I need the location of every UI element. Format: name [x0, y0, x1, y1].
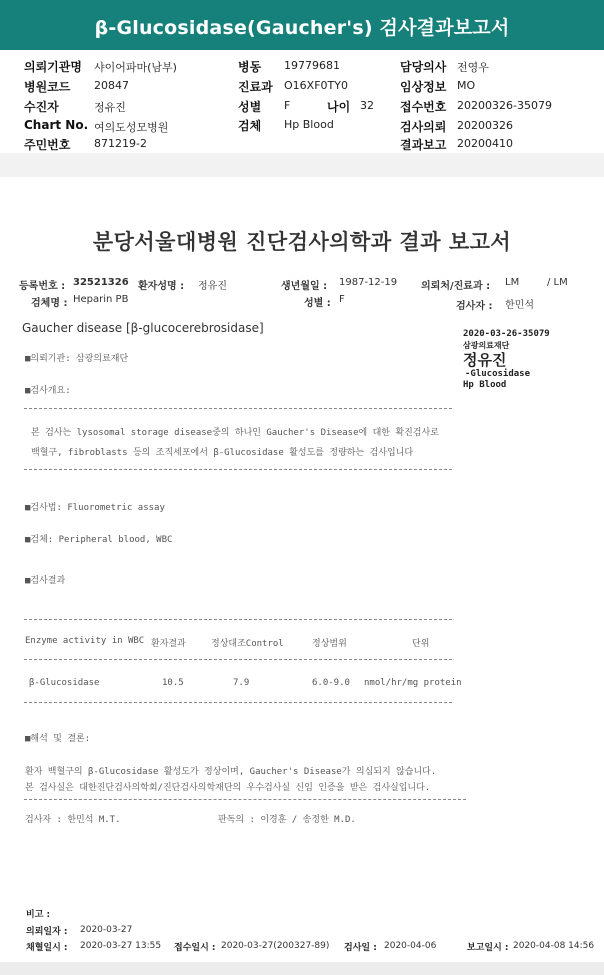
- specimen-name-value: Heparin PB: [73, 294, 129, 305]
- hdr-label-chart-no: Chart No.: [24, 118, 89, 132]
- table-header-patient: 환자결과: [151, 639, 186, 649]
- examiner-value: 한민석: [505, 300, 534, 311]
- stamp-line-5: Hp Blood: [463, 380, 507, 390]
- hdr-label-report-date: 결과보고: [400, 138, 447, 152]
- hdr-value-clinical-info: MO: [457, 79, 476, 92]
- reg-no-label: 등록번호 :: [19, 281, 66, 292]
- report-sex-value: F: [339, 294, 345, 305]
- hdr-label-sex: 성별: [238, 100, 262, 114]
- dept-label: 의뢰처/진료과 :: [421, 281, 491, 292]
- divider: [24, 469, 452, 470]
- draw-time-label: 채혈일시 :: [26, 943, 68, 953]
- table-cell-range: 6.0-9.0: [312, 678, 350, 688]
- receipt-time-value: 2020-03-27(200327-89): [221, 941, 330, 951]
- bottom-band: [0, 962, 604, 975]
- table-header-control: 정상대조Control: [211, 639, 284, 649]
- table-header-range: 정상범위: [312, 639, 347, 649]
- hdr-value-report-date: 20200410: [457, 137, 513, 150]
- page-title: β-Glucosidase(Gaucher's) 검사결과보고서: [94, 17, 510, 39]
- hdr-label-ward: 병동: [238, 60, 262, 74]
- hdr-label-doctor: 담당의사: [400, 60, 447, 74]
- hdr-label-age: 나이: [327, 100, 351, 114]
- interpretation-line-2: 본 검사실은 대한진단검사의학회/진단검사의학재단의 우수검사실 신임 인증을 받은 검사실입니다.: [25, 783, 431, 793]
- dob-label: 생년월일 :: [281, 281, 328, 292]
- table-header-unit: 단위: [412, 639, 430, 649]
- hdr-label-patient: 수진자: [24, 100, 59, 114]
- signer-examiner: 검사자 : 한민석 M.T.: [25, 815, 121, 825]
- receipt-time-label: 접수일시 :: [174, 943, 216, 953]
- report-time-value: 2020-04-08 14:56: [513, 941, 595, 951]
- table-cell-enzyme: β-Glucosidase: [29, 678, 100, 688]
- method-line: ■검사법: Fluorometric assay: [25, 503, 165, 513]
- hdr-label-department: 진료과: [238, 80, 273, 94]
- hdr-label-receipt-no: 접수번호: [400, 100, 447, 114]
- dept-value-2: / LM: [547, 277, 568, 288]
- draw-time-value: 2020-03-27 13:55: [80, 941, 162, 951]
- dept-value-1: LM: [505, 277, 520, 288]
- test-date-value: 2020-04-06: [384, 941, 437, 951]
- reg-no-value: 32521326: [73, 277, 129, 288]
- stamp-line-1: 2020-03-26-35079: [463, 329, 550, 339]
- hdr-value-sex: F: [284, 99, 291, 112]
- overview-line-2: 백혈구, fibroblasts 등의 조직세포에서 β-Glucosidase 활성도를 정량하는 검사입니다: [31, 448, 414, 458]
- result-heading: ■검사결과: [25, 576, 66, 586]
- hdr-value-doctor: 전영우: [457, 61, 489, 74]
- request-date-value: 2020-03-27: [80, 925, 133, 935]
- hdr-label-request-date: 검사의뢰: [400, 120, 447, 134]
- divider: [24, 702, 452, 703]
- patient-name-value: 정유진: [198, 281, 227, 292]
- hdr-value-chart-no: 여의도성모병원: [94, 121, 169, 134]
- hdr-value-hospital-code: 20847: [94, 79, 129, 92]
- table-cell-unit: nmol/hr/mg protein: [364, 678, 462, 688]
- patient-name-label: 환자성명 :: [138, 281, 185, 292]
- hdr-label-resident-no: 주민번호: [24, 138, 71, 152]
- signer-readers: 판독의 : 이경훈 / 송정한 M.D.: [218, 815, 356, 825]
- request-date-label: 의뢰일자 :: [26, 927, 68, 937]
- hdr-value-receipt-no: 20200326-35079: [457, 99, 552, 112]
- examiner-label: 검사자 :: [456, 301, 493, 312]
- test-name: Gaucher disease [β-glucocerebrosidase]: [22, 321, 264, 335]
- table-header-enzyme: Enzyme activity in WBC: [25, 636, 145, 646]
- hdr-value-age: 32: [360, 99, 374, 112]
- hdr-value-department: O16XF0TY0: [284, 79, 348, 92]
- interpretation-heading: ■해석 및 결론:: [25, 734, 91, 744]
- hdr-label-specimen: 검체: [238, 119, 262, 133]
- divider: [24, 408, 452, 409]
- divider: [24, 619, 452, 620]
- report-title: 분당서울대병원 진단검사의학과 결과 보고서: [92, 230, 512, 254]
- hdr-value-ward: 19779681: [284, 59, 340, 72]
- hdr-label-clinical-info: 임상정보: [400, 80, 447, 94]
- divider: [24, 799, 466, 800]
- table-cell-patient: 10.5: [162, 678, 184, 688]
- report-time-label: 보고일시 :: [467, 943, 509, 953]
- title-bar: [0, 0, 604, 50]
- test-date-label: 검사일 :: [344, 943, 377, 953]
- stamp-line-4: -Glucosidase: [465, 369, 531, 379]
- hdr-value-resident-no: 871219-2: [94, 137, 147, 150]
- interpretation-line-1: 환자 백혈구의 β-Glucosidase 활성도가 정상이며, Gaucher's Disease가 의심되지 않습니다.: [25, 767, 437, 777]
- report-sex-label: 성별 :: [304, 298, 331, 309]
- overview-heading: ■검사개요:: [25, 386, 71, 396]
- stamp-line-2: 삼광의료재단: [463, 341, 510, 350]
- specimen-name-label: 검체명 :: [31, 298, 68, 309]
- separator-band: [0, 153, 604, 177]
- remark-label: 비고 :: [26, 910, 51, 920]
- dob-value: 1987-12-19: [339, 277, 398, 288]
- hdr-label-institution: 의뢰기관명: [24, 60, 82, 74]
- hdr-value-patient: 정유진: [94, 101, 126, 114]
- hdr-value-request-date: 20200326: [457, 119, 513, 132]
- specimen-line: ■검체: Peripheral blood, WBC: [25, 535, 173, 545]
- institution-line: ■의뢰기관: 삼광의료재단: [25, 354, 129, 364]
- hdr-label-hospital-code: 병원코드: [24, 80, 71, 94]
- hdr-value-institution: 샤이어파마(남부): [94, 61, 177, 74]
- divider: [24, 659, 452, 660]
- table-cell-control: 7.9: [233, 678, 250, 688]
- hdr-value-specimen: Hp Blood: [284, 118, 334, 131]
- stamp-line-3: 정유진: [463, 351, 507, 369]
- overview-line-1: 본 검사는 lysosomal storage disease중의 하나인 Gaucher's Disease에 대한 확진검사로: [31, 428, 439, 438]
